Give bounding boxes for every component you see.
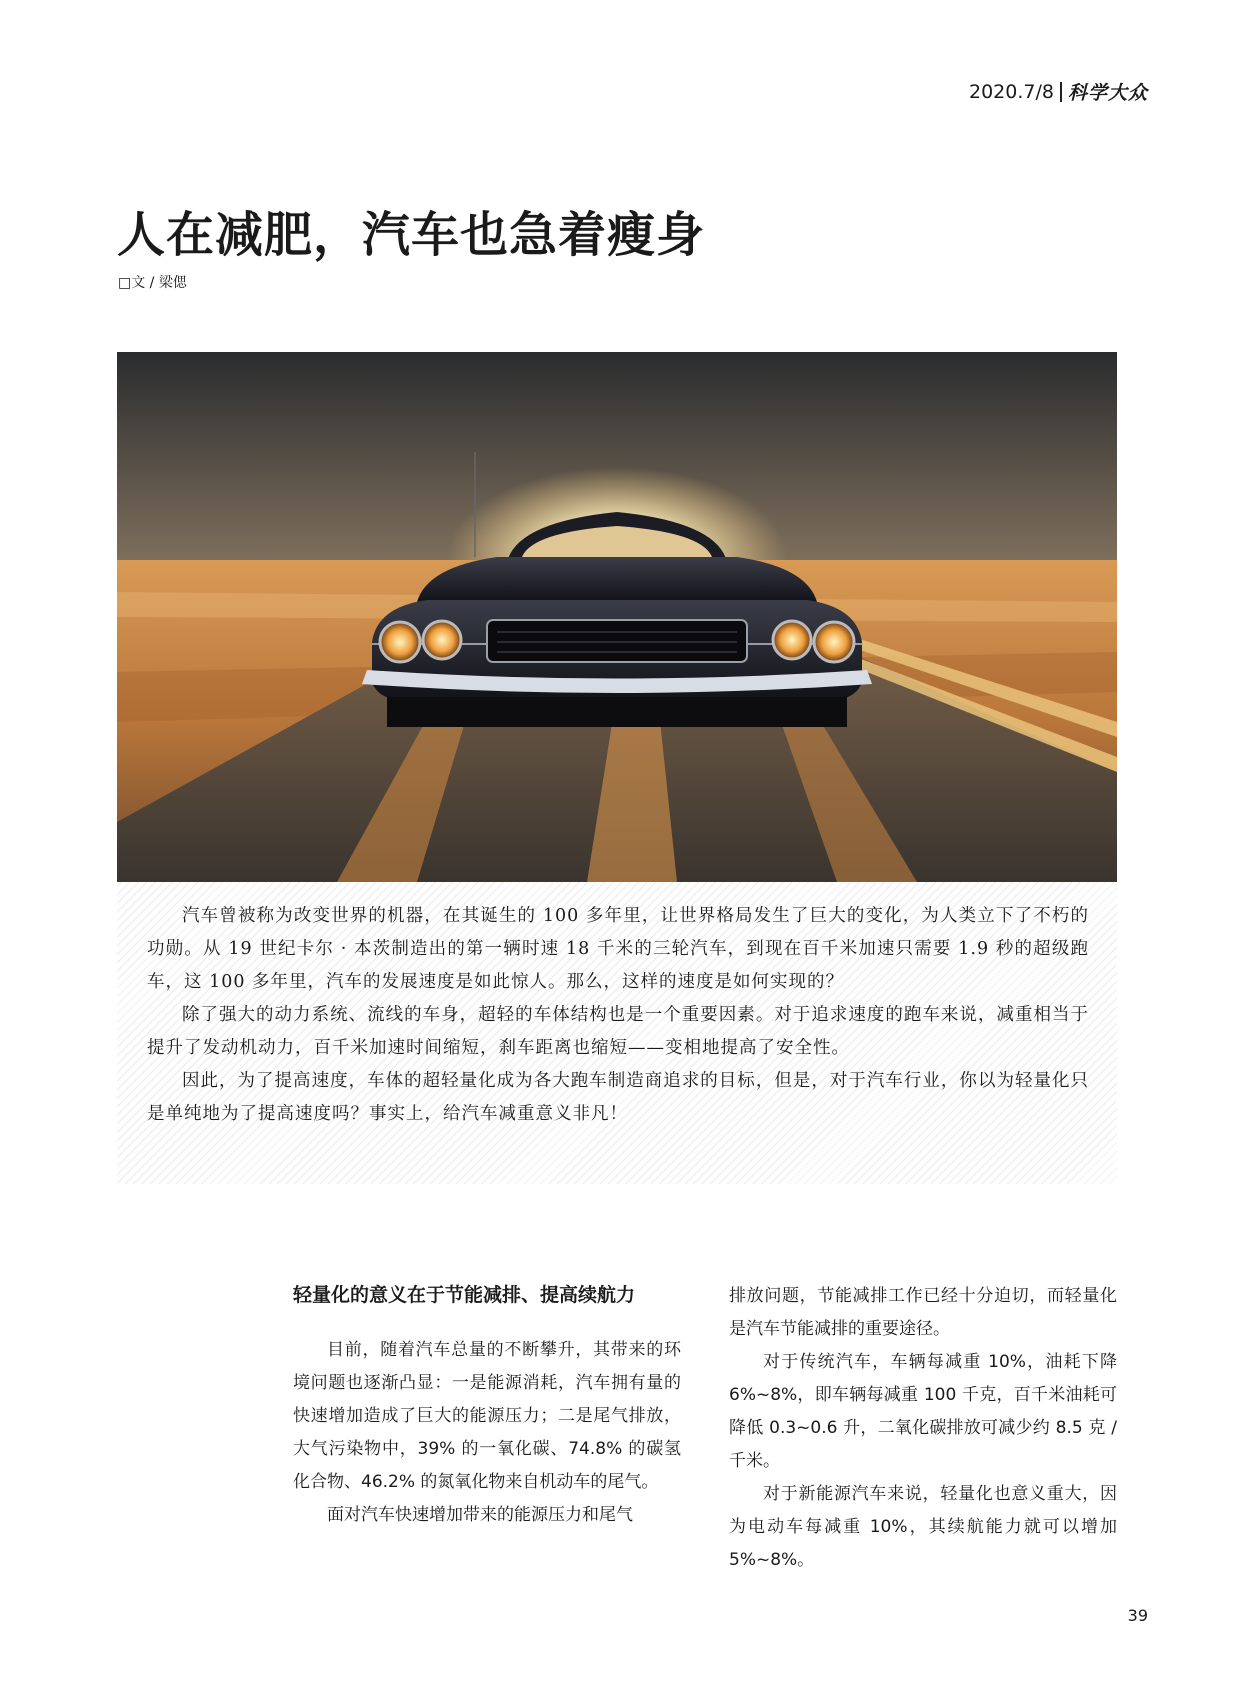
- body-paragraph: 对于传统汽车，车辆每减重 10%，油耗下降 6%~8%，即车辆每减重 100 千克，百千米油耗可降低 0.3~0.6 升，二氧化碳排放可减少约 8.5 克 / 千米。: [729, 1352, 1117, 1471]
- body-column-right: [729, 1280, 1117, 1577]
- intro-paragraph: 因此，为了提高速度，车体的超轻量化成为各大跑车制造商追求的目标，但是，对于汽车行业，你以为轻量化只是单纯地为了提高速度吗？事实上，给汽车减重意义非凡！: [147, 1071, 1089, 1124]
- page-number: 39: [1127, 1606, 1148, 1625]
- body-paragraph: 对于新能源汽车来说，轻量化也意义重大，因为电动车每减重 10%，其续航能力就可以增加 5%~8%。: [729, 1484, 1117, 1570]
- issue-date: 2020.7/8: [969, 80, 1054, 103]
- page-header: [969, 78, 1148, 105]
- intro-panel: [117, 882, 1117, 1184]
- car-on-desert-road-illustration: [117, 352, 1117, 882]
- article-title: 人在减肥，汽车也急着瘦身: [117, 207, 706, 263]
- intro-paragraph: 除了强大的动力系统、流线的车身，超轻的车体结构也是一个重要因素。对于追求速度的跑车来说，减重相当于提升了发动机动力，百千米加速时间缩短，刹车距离也缩短——变相地提高了安全性。: [147, 1005, 1089, 1058]
- body-paragraph: 目前，随着汽车总量的不断攀升，其带来的环境问题也逐渐凸显：一是能源消耗，汽车拥有量的快速增加造成了巨大的能源压力；二是尾气排放，大气污染物中，39% 的一氧化碳、74.8% 的碳氢化合物、46.2% 的氮氧化物来自机动车的尾气。: [293, 1340, 681, 1492]
- intro-paragraph: 汽车曾被称为改变世界的机器，在其诞生的 100 多年里，让世界格局发生了巨大的变化，为人类立下了不朽的功勋。从 19 世纪卡尔 · 本茨制造出的第一辆时速 18 千米的三轮汽车，到现在百千米加速只需要 1.9 秒的超级跑车，这 100 多年里，汽车的发展速度是如此惊人。那么，这样的速度是如何实现的？: [147, 906, 1089, 992]
- body-column-left: [293, 1280, 681, 1532]
- section-heading: 轻量化的意义在于节能减排、提高续航力: [293, 1284, 636, 1306]
- body-paragraph-continued: 排放问题，节能减排工作已经十分迫切，而轻量化是汽车节能减排的重要途径。: [729, 1286, 1117, 1339]
- header-divider: [1060, 82, 1062, 102]
- article-byline: □文 / 梁偲: [118, 275, 187, 291]
- hero-photo: [117, 352, 1117, 882]
- magazine-name: 科学大众: [1067, 82, 1148, 104]
- body-paragraph: 面对汽车快速增加带来的能源压力和尾气: [327, 1505, 633, 1525]
